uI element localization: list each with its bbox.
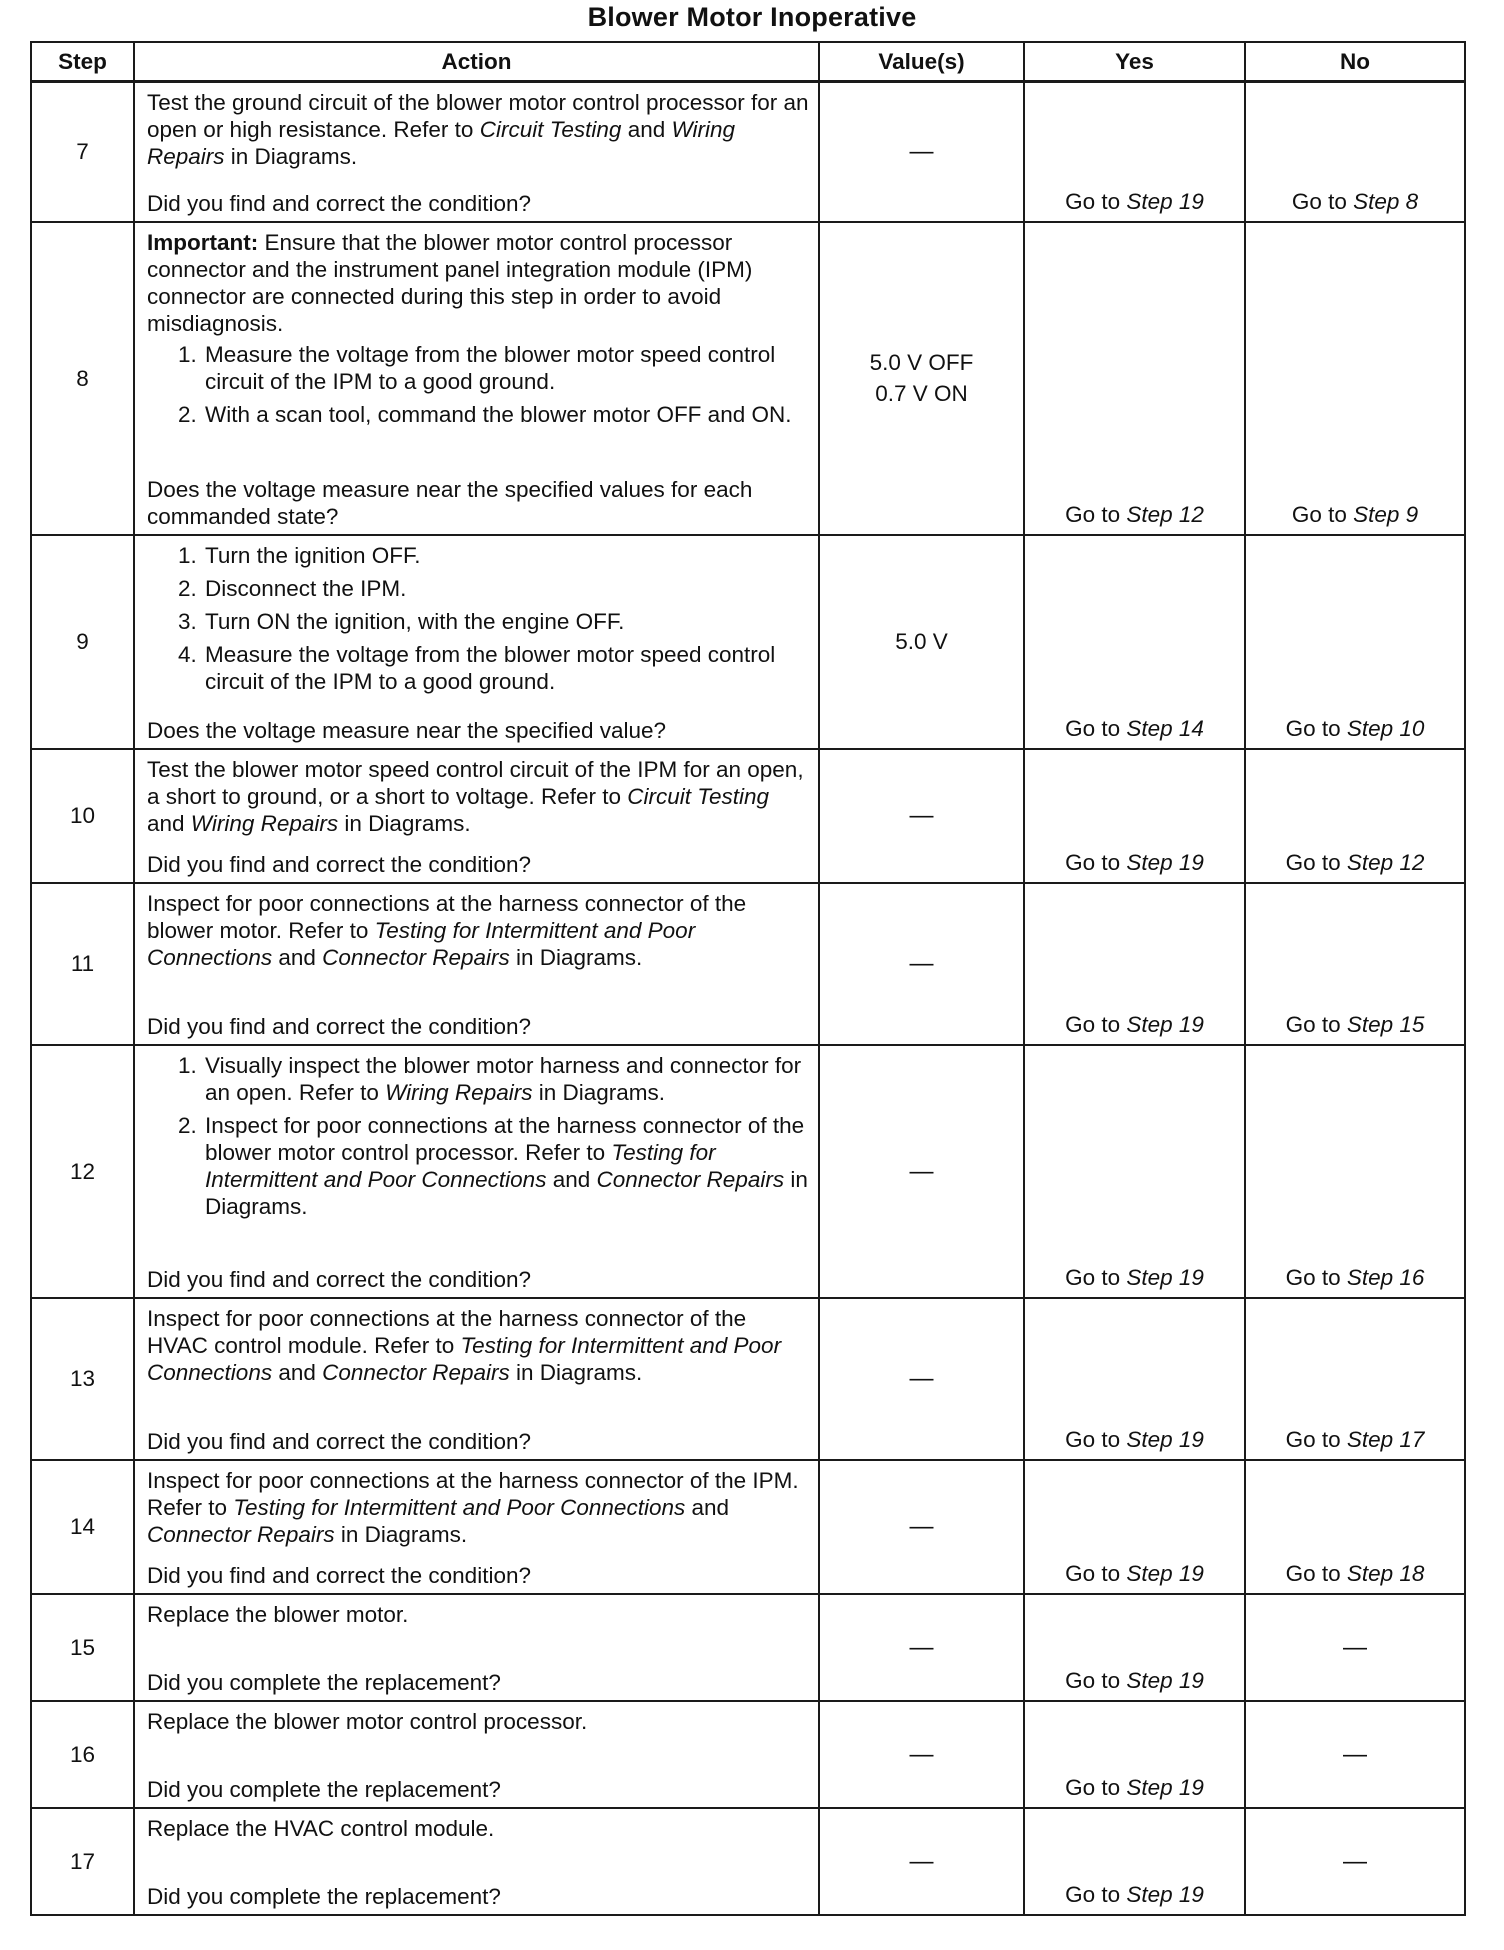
table-row [31, 1701, 1465, 1808]
no-cell [1245, 1594, 1465, 1701]
yes-goto-step: Step 19 [1126, 1774, 1204, 1800]
no-goto-step: Step 17 [1346, 1426, 1425, 1452]
value-cell [819, 222, 1024, 535]
list-item: 2. Disconnect the IPM. [203, 575, 810, 602]
no-goto-step: Step 8 [1353, 188, 1419, 214]
action-question: Does the voltage measure near the specified value? [147, 717, 667, 743]
value-dash: — [909, 1513, 934, 1540]
yes-goto-step: Step 19 [1126, 849, 1204, 875]
no-goto-step: Step 12 [1346, 849, 1425, 875]
no-dash: — [1343, 1740, 1367, 1768]
goto-prefix: Go to [1285, 1011, 1347, 1037]
no-cell [1245, 1460, 1465, 1594]
goto-prefix: Go to [1285, 1560, 1347, 1586]
yes-goto-step: Step 19 [1126, 188, 1204, 214]
action-text: Test the blower motor speed control circuit of the IPM for an open, a short to ground, or a short to voltage. Refer to Circuit Testing and Wiring Repairs in Diagrams. [147, 756, 804, 836]
header-action: Action [134, 42, 819, 82]
yes-cell [1024, 1298, 1245, 1460]
action-text: Inspect for poor connections at the harness connector of the HVAC control module. Refer to Testing for Intermittent and Poor Connections and Connector Repairs in Diagrams. [147, 1305, 782, 1385]
action-cell [134, 222, 819, 535]
no-cell [1245, 749, 1465, 883]
action-cell [134, 1298, 819, 1460]
goto-prefix: Go to [1065, 501, 1127, 527]
goto-prefix: Go to [1065, 1881, 1127, 1907]
step-number: 14 [31, 1460, 134, 1594]
yes-cell [1024, 222, 1245, 535]
no-cell [1245, 1298, 1465, 1460]
yes-goto-step: Step 19 [1126, 1011, 1204, 1037]
goto-prefix: Go to [1065, 1011, 1127, 1037]
goto-prefix: Go to [1065, 715, 1127, 741]
step-number: 12 [31, 1045, 134, 1298]
yes-cell [1024, 1045, 1245, 1298]
value-cell [819, 883, 1024, 1045]
table-row [31, 749, 1465, 883]
table-row [31, 1298, 1465, 1460]
action-cell [134, 883, 819, 1045]
value-dash: — [909, 1633, 934, 1661]
step-number: 7 [31, 82, 134, 222]
header-step: Step [31, 42, 134, 82]
table-row [31, 1460, 1465, 1594]
header-yes: Yes [1024, 42, 1245, 82]
goto-prefix: Go to [1065, 1560, 1127, 1586]
table-row [31, 1808, 1465, 1915]
goto-prefix: Go to [1291, 188, 1354, 214]
list-item: 2. Inspect for poor connections at the harness connector of the blower motor control processor. Refer to Testing for Intermittent and Poor Connections and Connector Repairs in Diagrams. [203, 1112, 810, 1220]
action-question: Did you find and correct the condition? [147, 1428, 531, 1454]
table-row [31, 222, 1465, 535]
no-cell [1245, 1808, 1465, 1915]
action-cell [134, 82, 819, 222]
action-steps-list [147, 542, 810, 701]
list-item: 1. Measure the voltage from the blower motor speed control circuit of the IPM to a good ground. [203, 341, 810, 395]
no-cell [1245, 1701, 1465, 1808]
action-question: Did you find and correct the condition? [147, 1266, 531, 1292]
table-row [31, 883, 1465, 1045]
value-dash: — [909, 1157, 934, 1185]
value-on: 0.7 V ON [875, 381, 968, 406]
table-row [31, 1045, 1465, 1298]
yes-goto-step: Step 19 [1126, 1667, 1204, 1693]
action-cell [134, 1808, 819, 1915]
value-dash: — [909, 1740, 934, 1768]
value-cell [819, 1298, 1024, 1460]
no-cell [1245, 535, 1465, 749]
yes-cell [1024, 883, 1245, 1045]
no-cell [1245, 82, 1465, 222]
value-cell [819, 1701, 1024, 1808]
action-question: Did you complete the replacement? [147, 1776, 501, 1802]
action-cell [134, 1594, 819, 1701]
goto-prefix: Go to [1285, 715, 1347, 741]
action-question: Did you find and correct the condition? [147, 190, 531, 216]
table-row [31, 535, 1465, 749]
action-question: Did you find and correct the condition? [147, 1562, 531, 1588]
list-item: 3. Turn ON the ignition, with the engine OFF. [203, 608, 810, 635]
action-text: Replace the blower motor. [147, 1601, 409, 1627]
list-item: 1. Turn the ignition OFF. [203, 542, 810, 569]
no-cell [1245, 222, 1465, 535]
step-number: 9 [31, 535, 134, 749]
value-cell [819, 82, 1024, 222]
yes-cell [1024, 535, 1245, 749]
no-goto-step: Step 10 [1346, 715, 1425, 741]
value-off: 5.0 V OFF [869, 350, 974, 375]
no-dash: — [1343, 1633, 1367, 1661]
value-cell [819, 749, 1024, 883]
yes-cell [1024, 1460, 1245, 1594]
no-goto-step: Step 9 [1353, 501, 1419, 527]
step-number: 8 [31, 222, 134, 535]
table-row [31, 82, 1465, 222]
goto-prefix: Go to [1065, 1667, 1127, 1693]
action-cell [134, 1045, 819, 1298]
action-question: Did you complete the replacement? [147, 1883, 501, 1909]
yes-goto-step: Step 19 [1126, 1560, 1204, 1586]
diagnostic-table [30, 41, 1466, 1916]
step-number: 10 [31, 749, 134, 883]
yes-cell [1024, 1808, 1245, 1915]
yes-goto-step: Step 19 [1126, 1881, 1204, 1907]
header-values: Value(s) [819, 42, 1024, 82]
no-cell [1245, 883, 1465, 1045]
action-text: Test the ground circuit of the blower motor control processor for an open or high resistance. Refer to Circuit Testing and Wiring Repairs in Diagrams. [147, 90, 809, 169]
value-dash: — [909, 138, 934, 166]
yes-goto-step: Step 19 [1126, 1426, 1204, 1452]
value-cell: 5.0 V [819, 535, 1024, 749]
action-text: Inspect for poor connections at the harness connector of the blower motor. Refer to Testing for Intermittent and Poor Connections and Connector Repairs in Diagrams. [147, 890, 747, 970]
important-note: Important: Ensure that the blower motor control processor connector and the instrument panel integration module (IPM) connector are connected during this step in order to avoid misdiagnosis. [147, 229, 753, 336]
list-item: 1. Visually inspect the blower motor harness and connector for an open. Refer to Wiring Repairs in Diagrams. [203, 1052, 810, 1106]
no-cell [1245, 1045, 1465, 1298]
action-cell [134, 1460, 819, 1594]
step-number: 17 [31, 1808, 134, 1915]
action-question: Does the voltage measure near the specified values for each commanded state? [147, 476, 753, 529]
action-text: Inspect for poor connections at the harness connector of the IPM. Refer to Testing for Intermittent and Poor Connections and Connector Repairs in Diagrams. [147, 1467, 799, 1547]
yes-goto-step: Step 19 [1126, 1264, 1204, 1290]
goto-prefix: Go to [1291, 501, 1354, 527]
step-number: 13 [31, 1298, 134, 1460]
yes-cell [1024, 1594, 1245, 1701]
goto-prefix: Go to [1065, 849, 1127, 875]
value-cell [819, 1460, 1024, 1594]
value-dash: — [909, 1365, 934, 1392]
goto-prefix: Go to [1065, 1774, 1127, 1800]
action-cell [134, 535, 819, 749]
yes-cell [1024, 1701, 1245, 1808]
step-number: 11 [31, 883, 134, 1045]
action-question: Did you find and correct the condition? [147, 851, 531, 877]
no-goto-step: Step 15 [1346, 1011, 1425, 1037]
action-cell [134, 749, 819, 883]
yes-goto-step: Step 14 [1126, 715, 1204, 741]
value-cell [819, 1594, 1024, 1701]
list-item: 4. Measure the voltage from the blower motor speed control circuit of the IPM to a good ground. [203, 641, 810, 695]
value-dash: — [909, 950, 934, 977]
goto-prefix: Go to [1285, 1264, 1347, 1290]
action-cell [134, 1701, 819, 1808]
no-dash: — [1343, 1847, 1367, 1875]
header-no: No [1245, 42, 1465, 82]
step-number: 15 [31, 1594, 134, 1701]
yes-goto-step: Step 12 [1126, 501, 1204, 527]
yes-cell [1024, 82, 1245, 222]
no-goto-step: Step 18 [1346, 1560, 1425, 1586]
no-goto-step: Step 16 [1346, 1264, 1425, 1290]
value-cell [819, 1808, 1024, 1915]
goto-prefix: Go to [1065, 188, 1127, 214]
value-cell [819, 1045, 1024, 1298]
table-row [31, 1594, 1465, 1701]
action-question: Did you complete the replacement? [147, 1669, 501, 1695]
action-steps-list [147, 1052, 810, 1226]
value-dash: — [909, 802, 934, 829]
goto-prefix: Go to [1285, 849, 1347, 875]
action-steps-list [147, 341, 810, 434]
goto-prefix: Go to [1285, 1426, 1347, 1452]
document-title: Blower Motor Inoperative [587, 2, 917, 32]
action-text: Replace the blower motor control processor. [147, 1708, 588, 1734]
yes-cell [1024, 749, 1245, 883]
goto-prefix: Go to [1065, 1264, 1127, 1290]
step-number: 16 [31, 1701, 134, 1808]
value-dash: — [909, 1847, 934, 1875]
table-header-row [31, 42, 1465, 82]
list-item: 2. With a scan tool, command the blower motor OFF and ON. [203, 401, 810, 428]
goto-prefix: Go to [1065, 1426, 1127, 1452]
action-question: Did you find and correct the condition? [147, 1013, 531, 1039]
action-text: Replace the HVAC control module. [147, 1815, 495, 1841]
